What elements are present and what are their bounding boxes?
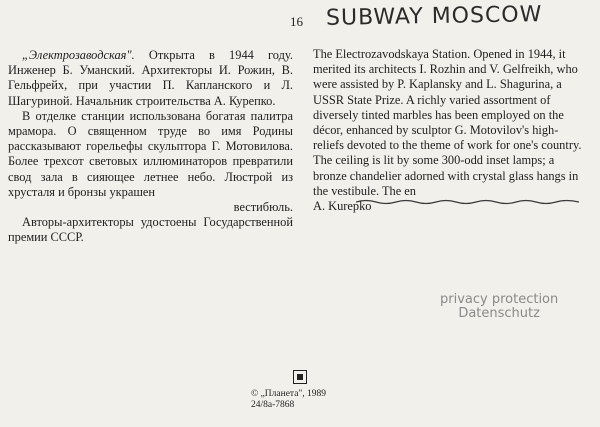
- privacy-watermark: [440, 293, 558, 321]
- russian-paragraph-2-end: вестибюль.: [233, 200, 293, 215]
- english-text-column: [313, 47, 585, 214]
- station-title-ru: „Электрозаводская".: [22, 48, 135, 62]
- publisher-logo-icon: [293, 370, 307, 384]
- page-number: 16: [290, 14, 303, 29]
- russian-paragraph-3: Авторы-архитекторы удостоены Государственной премии СССР.: [8, 215, 293, 245]
- imprint-code: 24/8а-7868: [251, 400, 295, 410]
- english-paragraph-1: The Electrozavodskaya Station. Opened in 1944, it merited its architects I. Rozhin and V. Gelfreikh, who were assisted by P. Kaplansky and L. Shagurina, a USSR State Prize. A richly varied assortment of diversely tinted marbles has been employed on the décor, enhanced by sculptor G. Motovilov's high-reliefs devoted to the theme of work for one's country. The ceiling is lit by some 300-odd inset lamps; a bronze chandelier adorned with crystal glass hangs in the vestibule. The en: [313, 47, 582, 198]
- russian-paragraph-1: [8, 48, 293, 109]
- watermark-line-2: Datenschutz: [458, 306, 540, 321]
- russian-paragraph-1-text: Открыта в 1944 году. Инженер Б. Уманский. Архитекторы И. Рожин, В. Гельфрейх, при участии П. Капланского и Л. Шагуриной. Начальник строительства А. Курепко.: [8, 48, 293, 108]
- russian-paragraph-2: [8, 109, 293, 215]
- text-damage-scribble: [356, 199, 579, 205]
- russian-paragraph-2-text: В отделке станции использована богатая палитра мрамора. О священном труде во имя Родины рассказывают горельефы скульптора Г. Мотовилова. Более трехсот световых иллюминаторов превратили свод зала в сияющее летнее небо. Люстрой из хрусталя и бронзы украшен: [8, 108, 293, 199]
- english-paragraph-1-end: A. Kurepko: [313, 199, 372, 214]
- watermark-line-1: privacy protection: [440, 292, 559, 307]
- imprint-publisher: © „Планета", 1989: [251, 389, 327, 399]
- russian-text-column: [8, 48, 293, 246]
- handwritten-note: SUBWAY MOSCOW: [325, 2, 543, 31]
- imprint: [251, 389, 361, 411]
